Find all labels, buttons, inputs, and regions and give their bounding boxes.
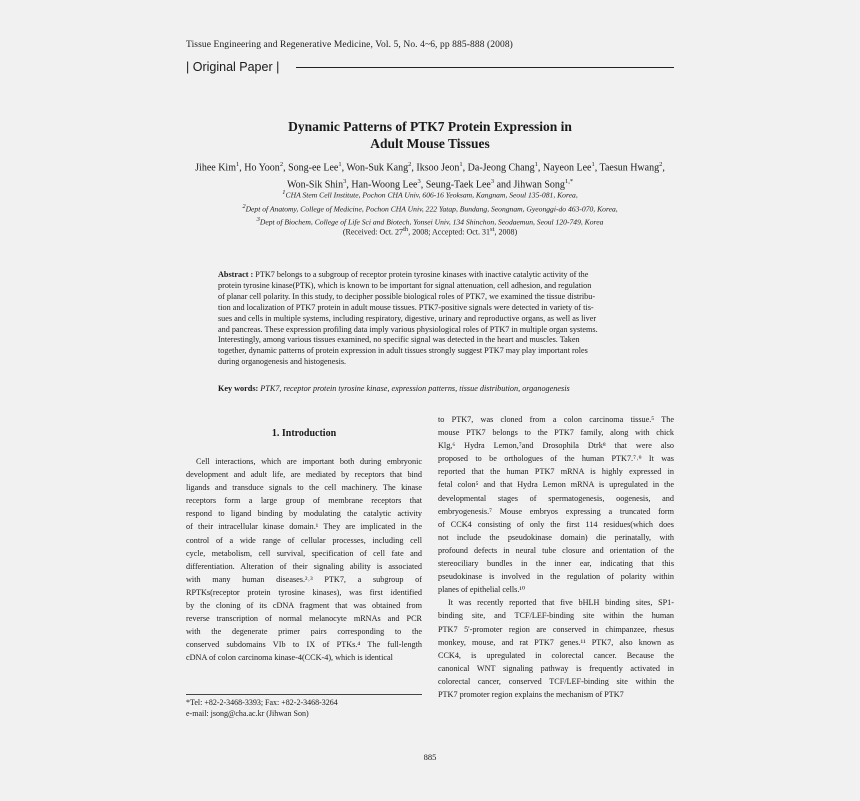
- body-text-line: by the cloning of its cDNA fragment that was obtained from: [186, 601, 422, 611]
- body-text-line: CCK4, is upregulated in colorectal cancer. Because the: [438, 650, 674, 660]
- abstract-line: Abstract : PTK7 belongs to a subgroup of receptor protein tyrosine kinases with inactive catalytic activity of the: [218, 270, 589, 279]
- body-text-line: canonical WNT signaling pathway is frequently activated in: [438, 663, 674, 673]
- body-text-line: proposed to be orthologues of the human PTK7.⁷˒⁹ It was: [438, 454, 674, 464]
- author-name: Won-Sik Shin: [286, 179, 344, 191]
- article-type-label: | Original Paper |: [186, 60, 280, 74]
- section-heading: 1. Introduction: [271, 428, 337, 439]
- right-column: [438, 413, 674, 701]
- body-text-line: monkey, mouse, and rat PTK7 genes.¹¹ PTK7, also known as: [438, 637, 674, 647]
- body-text-line: embryogenesis.⁷ Mouse embryos expressing a truncated form: [438, 506, 674, 516]
- title-line-2: Adult Mouse Tissues: [370, 136, 490, 151]
- abstract-line: protein tyrosine kinase(PTK), which is known to be important for signal attenuation, cell adhesion, and regulation: [218, 280, 592, 290]
- received-middle: , 2008; Accepted: Oct. 31: [408, 227, 491, 237]
- author-affiliation-sup: 1: [235, 161, 240, 168]
- body-text-line: differentiation. Alteration of their signaling ability is associated: [186, 561, 422, 571]
- author-affiliation-sup: 3: [343, 178, 347, 186]
- author-name: Han-Woong Lee: [351, 179, 418, 191]
- author-affiliation-sup: 2: [279, 161, 284, 168]
- affiliation-line: [186, 201, 674, 215]
- affiliation-text: Dept of Biochem, College of Life Sci and Biotech, Yonsei Univ, 134 Shinchon, Seodaemun, Seoul 120-749, Korea: [259, 217, 604, 227]
- page-number: 885: [423, 752, 437, 762]
- body-text-line: binding site, and TCF/LEF-binding site within the human: [438, 611, 674, 621]
- abstract-line: tion and localization of PTK7 protein in adult mouse tissues. PTK7-positive signals were detected in variety of tis-: [218, 302, 594, 312]
- body-text-line: of their intracellular kinase domain.¹ They are implicated in the: [186, 522, 422, 532]
- footnote-contact: *Tel: +82-2-3468-3393; Fax: +82-2-3468-3264: [186, 698, 338, 707]
- keywords: [218, 384, 644, 393]
- affiliation-sup: 2: [242, 202, 246, 210]
- footnote-email: e-mail: jsong@cha.ac.kr (Jihwan Son): [186, 709, 309, 718]
- body-text-line: cDNA of colon carcinoma kinase-4(CCK-4), which is identical: [186, 653, 393, 663]
- author-line-2: Won-Sik Shin$^3$, Han-Woong Lee$^3$, Seung-Taek Lee$^3$ and Jihwan Song$^{1,*}$: [286, 178, 574, 191]
- title-line-1: Dynamic Patterns of PTK7 Protein Expression in: [288, 119, 572, 134]
- body-text-line: reverse transcription of normal melanocyte mRNAs and PCR: [186, 614, 422, 624]
- body-text-line: of CCK4 consisting of only the first 114 residues(which does: [438, 519, 674, 529]
- affiliations: [186, 187, 674, 228]
- body-text-line: mouse PTK7 belongs to the PTK7 family, along with chick: [438, 428, 674, 438]
- body-text-line: control of a wide range of cellular processes, including cell: [186, 535, 422, 545]
- author-affiliation-sup: 1: [459, 161, 463, 168]
- footnote-rule: [186, 694, 422, 695]
- body-text-line: pseudokinase is involved in the regulation of polarity within: [438, 572, 674, 582]
- body-text-line: ligands and transduce signals to the cell machinery. The kinase: [186, 483, 422, 493]
- body-text-line: planes of epithelial cells.¹⁰: [438, 585, 526, 595]
- author-name: Seung-Taek Lee: [425, 179, 491, 191]
- body-text-line: PTK7 5'-promoter region are conserved in chimpanzee, rhesus: [438, 624, 674, 634]
- author-name: Won-Suk Kang: [346, 162, 409, 174]
- received-prefix: (Received: Oct. 27: [342, 227, 404, 237]
- author-name: Da-Jeong Chang: [467, 162, 535, 174]
- received-sup: th: [403, 226, 409, 233]
- affiliation-text: CHA Stem Cell Institute, Pochon CHA Univ, 606-16 Yeoksam, Kangnam, Seoul 135-081, Korea,: [285, 190, 578, 200]
- body-text-line: not include the pseudokinase domain) die perinatally, with: [438, 532, 674, 542]
- body-text-line: fetal colon⁵ and that Hydra Lemon mRNA is upregulated in the: [438, 480, 674, 490]
- abstract-line: of planar cell polarity. In this study, to decipher possible biological roles of PTK7, we examined the tissue distribu-: [218, 291, 596, 301]
- body-text-line: to PTK7, was cloned from a colon carcinoma tissue.⁵ The: [438, 415, 674, 424]
- body-text-line: RPTKs(receptor protein tyrosine kinases), was first identified: [186, 587, 422, 597]
- body-text-line: receptors form a large group of membrane receptors that: [186, 496, 422, 506]
- author-affiliation-sup: 2: [659, 161, 663, 168]
- affiliation-text: Dept of Anatomy, College of Medicine, Pochon CHA Univ, 222 Yatap, Bundang, Seongnam, Gyeonggi-do 463-070, Korea,: [245, 204, 618, 214]
- author-name: Taesun Hwang: [599, 162, 660, 174]
- body-text-line: It was recently reported that five bHLH binding sites, SP1-: [448, 598, 674, 608]
- affiliation-sup: 3: [256, 216, 260, 224]
- author-name: Nayeon Lee: [542, 162, 592, 174]
- body-text-line: PTK7 promoter region explains the mechanism of PTK7: [438, 689, 624, 699]
- author-conjunction: and: [494, 179, 514, 191]
- body-text-line: with many human diseases.²˒³ PTK7, a subgroup of: [186, 574, 422, 584]
- received-dates: [186, 226, 674, 237]
- abstract-line: during organogenesis and histogenesis.: [218, 357, 347, 367]
- body-text-line: respond to ligand binding by modulating the catalytic activity: [186, 509, 422, 519]
- affiliation-line: [186, 187, 674, 201]
- author-affiliation-sup: 3: [417, 178, 421, 186]
- author-line-1: Jihee Kim$^1$, Ho Yoon$^2$, Song-ee Lee$^1$, Won-Suk Kang$^2$, Iksoo Jeon$^1$, Da-Jeong Chang$^1$, Nayeon Lee$^1$, Taesun Hwang$^2$,: [195, 161, 665, 174]
- body-text-line: development and adult life, are mediated by receptors that bind: [186, 470, 422, 480]
- body-text-line: Cell interactions, which are important both during embryonic: [196, 457, 422, 466]
- author-name: Iksoo Jeon: [416, 162, 460, 174]
- keywords-label: Key words:: [218, 384, 259, 393]
- author-name: Ho Yoon: [244, 162, 280, 174]
- body-text-line: reported that the human PTK7 mRNA is highly expressed in: [438, 467, 674, 477]
- abstract-line: together, dynamic patterns of protein expression in adult tissues strongly suggest PTK7 may play important roles: [218, 346, 588, 356]
- received-suffix: , 2008): [494, 227, 518, 237]
- author-affiliation-sup: 1: [534, 161, 538, 168]
- body-text-line: developmental stages of spermatogenesis, oogenesis, and: [438, 493, 674, 503]
- body-text-line: colorectal cancer, conserved TCF/LEF-binding site within the: [438, 676, 674, 686]
- author-affiliation-sup: 1: [338, 161, 342, 168]
- accepted-sup: st: [490, 226, 495, 233]
- body-text-line: conserved subdomains VIb to IX of PTKs.⁴ The full-length: [186, 640, 422, 650]
- body-text-line: profound defects in neural tube closure and orientation of the: [438, 545, 674, 555]
- header-rule: [296, 67, 674, 68]
- journal-citation: Tissue Engineering and Regenerative Medicine, Vol. 5, No. 4~6, pp 885-888 (2008): [186, 40, 513, 50]
- author-affiliation-sup: 1,*: [564, 178, 574, 186]
- author-affiliation-sup: 3: [490, 178, 495, 186]
- abstract-line: Interestingly, among various tissues examined, no specific signal was detected in the heart and muscles. Taken: [218, 335, 580, 345]
- author-affiliation-sup: 2: [408, 161, 412, 168]
- body-text-line: Klg,⁶ Hydra Lemon,⁷and Drosophila Dtrk⁸ that were also: [438, 441, 674, 451]
- abstract-line: and pancreas. These expression profiling data imply various physiological roles of PTK7 in multiple organ systems.: [218, 324, 598, 334]
- body-text-line: stereociliary bundles in the inner ear, indicating that this: [438, 559, 674, 569]
- body-text-line: cycle, metabolism, cell survival, specification of cell fate and: [186, 548, 422, 558]
- affiliation-sup: 1: [282, 189, 286, 196]
- keywords-text: PTK7, receptor protein tyrosine kinase, expression patterns, tissue distribution, organogenesis: [260, 384, 570, 393]
- author-name: Jihee Kim: [195, 162, 236, 174]
- paper-title: [200, 118, 660, 152]
- abstract-label: Abstract :: [218, 270, 256, 279]
- abstract-line: sues and cells in multiple systems, including respiratory, digestive, urinary and reproductive organs, as well as liver: [218, 313, 597, 323]
- body-text-line: with the degenerate primer pairs corresponding to the: [186, 627, 422, 637]
- author-name: Jihwan Song: [513, 179, 565, 191]
- author-affiliation-sup: 1: [591, 161, 595, 168]
- abstract: [218, 270, 644, 368]
- left-column: [186, 455, 422, 665]
- author-name: Song-ee Lee: [288, 162, 339, 174]
- footnote: [186, 697, 338, 719]
